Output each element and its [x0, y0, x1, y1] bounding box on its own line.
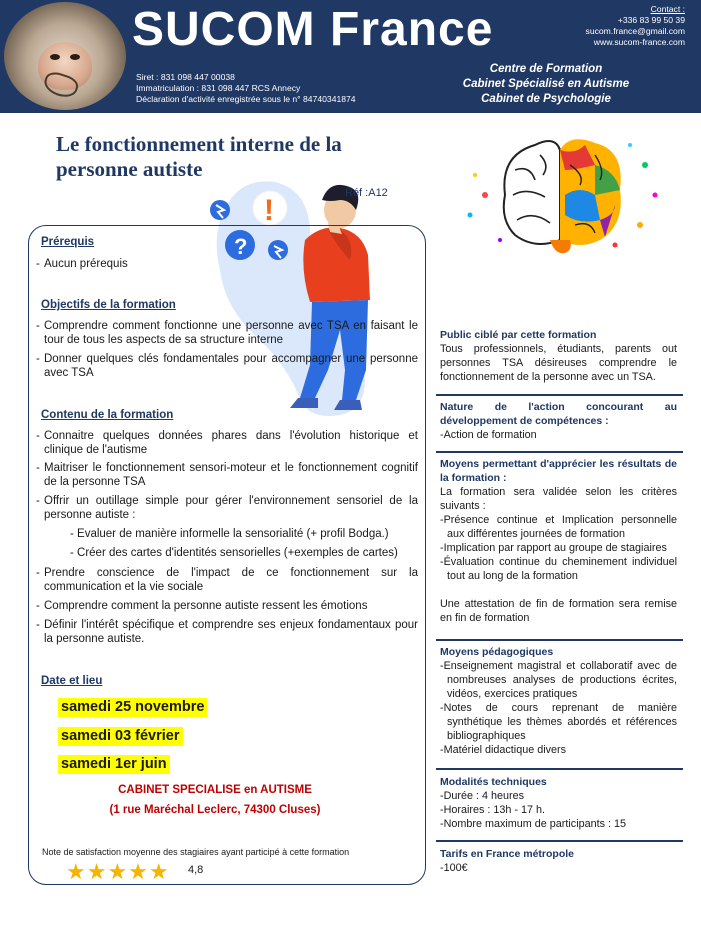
page-title: Le fonctionnement interne de la personne autiste: [56, 132, 342, 181]
list-item: - Offrir un outillage simple pour gérer l'environnement sensoriel de la personne autiste :: [36, 495, 418, 521]
contenu-title: Contenu de la formation: [41, 409, 174, 421]
divider: [436, 639, 683, 641]
website-link[interactable]: www.sucom-france.com: [593, 37, 685, 47]
objectifs-title: Objectifs de la formation: [41, 299, 176, 311]
moyens-pedago-section: Moyens pédagogiques -Enseignement magistral et collaboratif avec de nombreuses analyses de productions écrites, vidéos, exercices pratiques -Notes de cours reprenant de manière synthétique les thèmes abordés et références bibliographiques -Matériel didactique divers: [440, 646, 677, 756]
satisfaction-label: Note de satisfaction moyenne des stagiaires ayant participé à cette formation: [42, 847, 350, 857]
list-item: - Donner quelques clés fondamentales pour accompagner une personne avec TSA: [36, 353, 418, 379]
session-date: samedi 03 février: [58, 727, 183, 746]
list-item: - Définir l'intérêt spécifique et comprendre ses enjeux fondamentaux pour la personne autiste.: [36, 619, 418, 645]
brand-name: SUCOM France: [132, 3, 494, 56]
modalites-section: Modalités techniques -Durée : 4 heures -Horaires : 13h - 17 h. -Nombre maximum de participants : 15: [440, 776, 627, 830]
prerequis-title: Prérequis: [41, 236, 95, 248]
list-item: - Prendre conscience de l'impact de ce fonctionnement sur la communication et la vie sociale: [36, 567, 418, 593]
star-rating-icon: ★★★★★: [66, 859, 170, 884]
sub-item: - Evaluer de manière informelle la sensorialité (+ profil Bodga.): [70, 528, 389, 540]
place-name: CABINET SPECIALISE en AUTISME: [118, 784, 312, 796]
divider: [436, 768, 683, 770]
email-link[interactable]: sucom.france@gmail.com: [585, 26, 685, 36]
tarifs-section: Tarifs en France métropole -100€: [440, 848, 575, 874]
svg-text:!: !: [264, 194, 274, 227]
divider: [436, 394, 683, 396]
contact-info: Contact : +336 83 99 50 39 sucom.france@gmail.com www.sucom-france.com: [585, 4, 685, 47]
divider: [436, 840, 683, 842]
satisfaction-score: 4,8: [188, 864, 204, 876]
list-item: - Aucun prérequis: [36, 258, 128, 270]
date-lieu-title: Date et lieu: [41, 675, 103, 687]
sub-item: - Créer des cartes d'identités sensorielles (+exemples de cartes): [70, 547, 398, 559]
list-item: - Comprendre comment la personne autiste ressent les émotions: [36, 600, 368, 612]
moyens-resultats-section: Moyens permettant d'apprécier les résultats de la formation : La formation sera validée selon les critères suivants : -Présence continue et Implication personnelle aux différentes journées de formation -Implication par rapport au groupe de stagiaires -Évaluation continue du cheminement individuel tout au long de la formation Une attestation de fin de formation sera remise en fin de formation: [440, 458, 677, 624]
reference-code: Réf :A12: [345, 187, 388, 199]
public-section: Public ciblé par cette formation Tous professionnels, étudiants, parents out personnes TSA désireuses comprendre le fonctionnement de la personne avec un TSA.: [440, 329, 677, 383]
registration-info: Siret : 831 098 447 00038 Immatriculation : 831 098 447 RCS Annecy Déclaration d'activité enregistrée sous le n° 84740341874: [136, 72, 356, 104]
cabinet-description: Centre de Formation Cabinet Spécialisé en Autisme Cabinet de Psychologie: [462, 63, 630, 105]
list-item: - Comprendre comment fonctionne une personne avec TSA en faisant le tour de tous les aspects de sa structure interne: [36, 320, 418, 346]
colorful-brain-illustration-icon: [455, 125, 665, 265]
monkey-logo-icon: [4, 2, 126, 110]
list-item: - Connaitre quelques données phares dans l'évolution historique et clinique de l'autisme: [36, 430, 418, 456]
place-address: (1 rue Maréchal Leclerc, 74300 Cluses): [109, 804, 321, 816]
session-date: samedi 25 novembre: [58, 698, 207, 717]
session-date: samedi 1er juin: [58, 755, 170, 774]
header-banner: [0, 0, 701, 113]
nature-section: Nature de l'action concourant au développement de compétences : -Action de formation: [440, 401, 677, 441]
divider: [436, 451, 683, 453]
svg-text:?: ?: [234, 234, 248, 259]
list-item: - Maitriser le fonctionnement sensori-moteur et le fonctionnement cognitif de la personne TSA: [36, 462, 418, 488]
